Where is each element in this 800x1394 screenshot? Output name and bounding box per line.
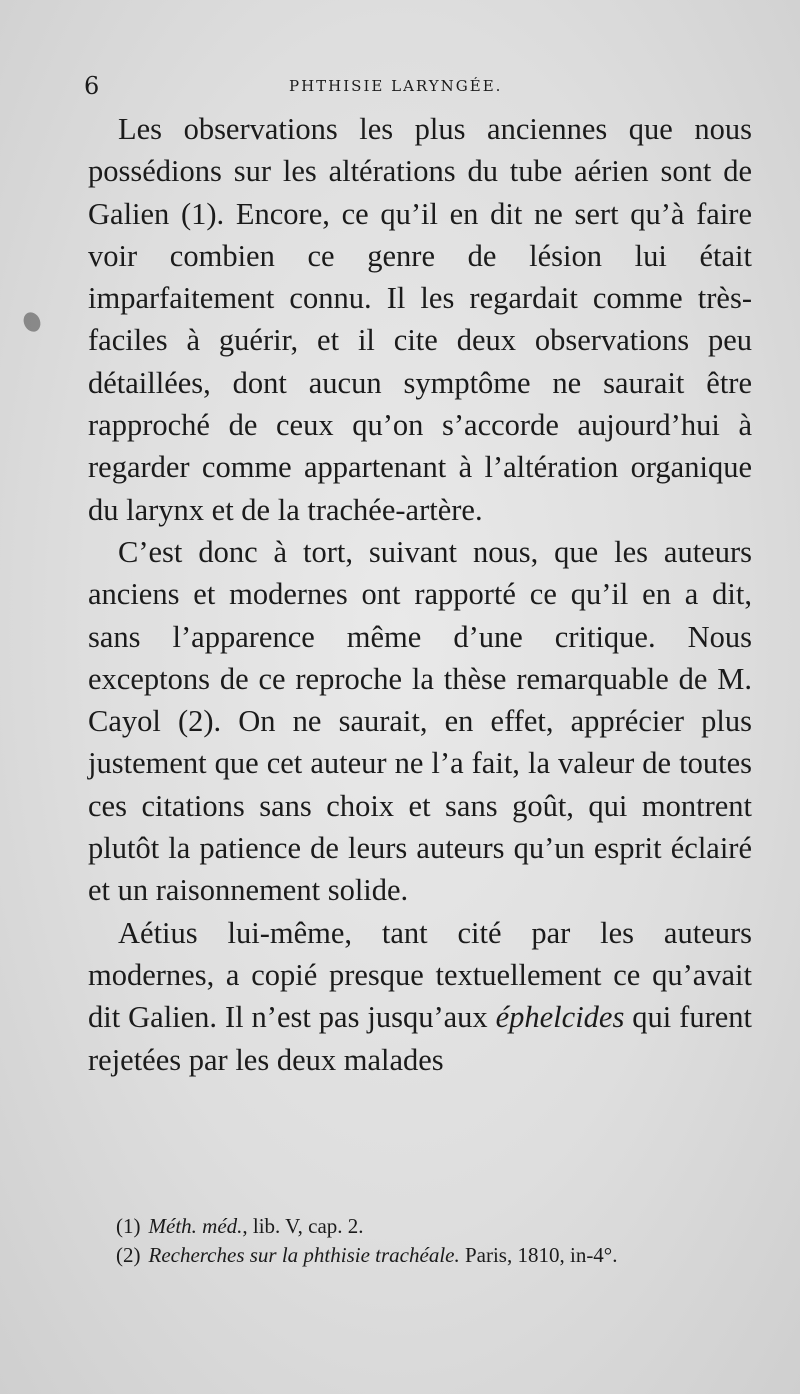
page-header (84, 72, 760, 102)
footnote-2-number: (2) (116, 1243, 141, 1267)
paragraph-3-text-before: Aétius lui-même, tant cité par les auteurs modernes, a copié presque textuellement ce qu’avait dit Galien. Il n’est pas jusqu’aux (88, 915, 752, 1035)
footnotes (88, 1212, 752, 1270)
paragraph-3-text-after: qui furent rejetées par les deux malades (88, 1000, 752, 1077)
footnote-2 (88, 1241, 752, 1270)
footnote-1-text: , lib. V, cap. 2. (242, 1214, 364, 1238)
footnote-1 (88, 1212, 752, 1241)
footnote-2-title: Recherches sur la phthisie trachéale. (148, 1243, 460, 1267)
paragraph-2: C’est donc à tort, suivant nous, que les auteurs anciens et modernes ont rapporté ce qu’il en a dit, sans l’apparence même d’une critique. Nous exceptons de ce reproche la thèse remarquable de M. Cayol (2). On ne saurait, en effet, apprécier plus justement que cet auteur ne l’a fait, la valeur de toutes ces citations sans choix et sans goût, qui montrent plutôt la patience de leurs auteurs qu’un esprit éclairé et un raisonnement solide. (88, 534, 752, 908)
ink-smudge (21, 310, 44, 335)
footnote-1-title: Méth. méd. (148, 1214, 243, 1238)
running-head: PHTHISIE LARYNGÉE. (289, 77, 503, 95)
paragraph-1: Les observations les plus anciennes que nous possédions sur les altérations du tube aérien sont de Galien (1). Encore, ce qu’il en dit ne sert qu’à faire voir combien ce genre de lésion lui était imparfaitement connu. Il les regardait comme très-faciles à guérir, et il cite deux observations peu détaillées, dont aucun symptôme ne saurait être rapproché de ceux qu’on s’accorde aujourd’hui à regarder comme appartenant à l’altération organique du larynx et de la trachée-artère. (88, 112, 752, 527)
body-text (88, 108, 752, 1081)
paragraph-3 (88, 912, 752, 1081)
footnote-1-number: (1) (116, 1214, 141, 1238)
paragraph-3-italic-term: éphelcides (495, 1000, 625, 1035)
page-number: 6 (84, 72, 100, 100)
footnote-2-text: Paris, 1810, in-4°. (459, 1243, 618, 1267)
